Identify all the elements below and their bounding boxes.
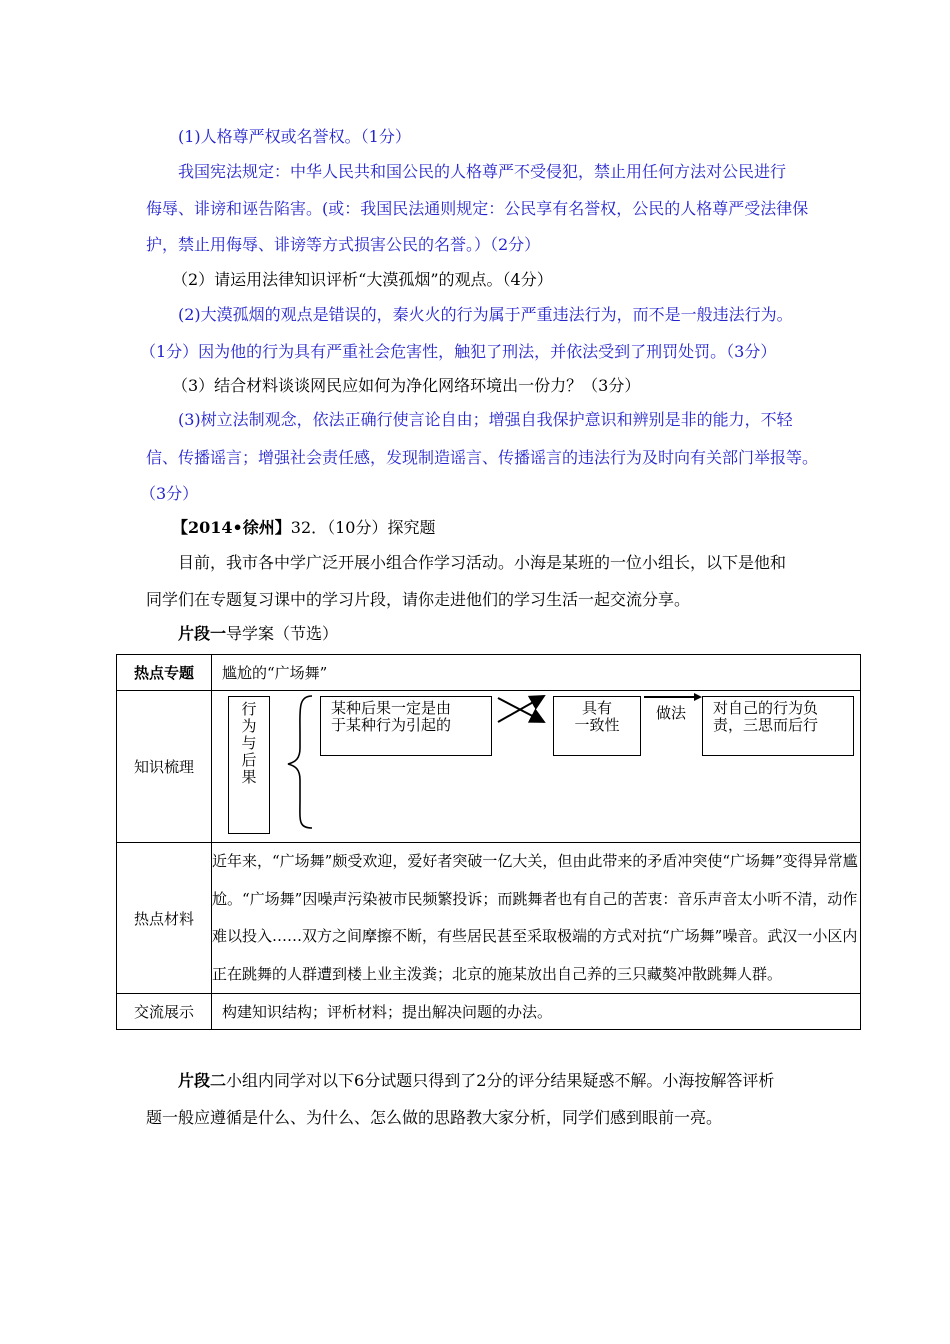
knowledge-diagram-cell bbox=[212, 691, 861, 843]
question-heading bbox=[172, 518, 436, 538]
table-row bbox=[117, 691, 861, 843]
vertical-char: 果 bbox=[241, 767, 257, 786]
fragment-1-title bbox=[178, 624, 338, 644]
vertical-char: 后 bbox=[241, 750, 257, 769]
responsibility-line-1: 对自己的行为负 bbox=[713, 698, 819, 717]
question-2: （2）请运用法律知识评析“大漠孤烟”的观点。（4分） bbox=[172, 270, 553, 289]
answer-1-line-3: 护，禁止用侮辱、诽谤等方式损害公民的名誉。）（2分） bbox=[146, 235, 541, 254]
vertical-char: 行 bbox=[241, 699, 257, 718]
curly-brace-icon bbox=[282, 692, 322, 832]
hot-topic-value: 尴尬的“广场舞” bbox=[212, 655, 861, 691]
consistency-box bbox=[553, 696, 641, 756]
fragment-2-label: 片段二 bbox=[178, 1071, 227, 1090]
knowledge-header: 知识梳理 bbox=[117, 691, 212, 843]
method-label: 做法 bbox=[656, 703, 687, 722]
consistency-line-2: 一致性 bbox=[574, 715, 620, 734]
hot-topic-header: 热点专题 bbox=[117, 655, 212, 691]
hot-material-text: 近年来，“广场舞”颇受欢迎，爱好者突破一亿大关，但由此带来的矛盾冲突使“广场舞”变得异常尴尬。“广场舞”因噪声污染被市民频繁投诉；而跳舞者也有自己的苦衷：音乐声音太小听不清，动作难以投入……双方之间摩擦不断，有些居民甚至采取极端的方式对抗“广场舞”噪音。武汉一小区内正在跳舞的人群遭到楼上业主泼粪；北京的施某放出自己养的三只藏獒冲散跳舞人群。 bbox=[212, 843, 861, 994]
answer-3-line-1: (3)树立法制观念，依法正确行使言论自由；增强自我保护意识和辨别是非的能力，不轻 bbox=[178, 410, 793, 429]
fragment-1-label: 片段一 bbox=[178, 624, 227, 643]
cause-effect-line-2: 于某种行为引起的 bbox=[331, 715, 452, 734]
fragment-1-rest: 导学案（节选） bbox=[226, 624, 339, 643]
table-row bbox=[117, 843, 861, 994]
fragment-2-rest: 小组内同学对以下6分试题只得到了2分的评分结果疑惑不解。小海按解答评析 bbox=[226, 1071, 775, 1090]
question-heading-rest: 32．（10分）探究题 bbox=[290, 518, 436, 537]
intro-line-2: 同学们在专题复习课中的学习片段，请你走进他们的学习生活一起交流分享。 bbox=[146, 590, 691, 609]
intro-line-1: 目前，我市各中学广泛开展小组合作学习活动。小海是某班的一位小组长，以下是他和 bbox=[178, 553, 787, 572]
knowledge-diagram bbox=[212, 692, 860, 842]
responsibility-line-2: 责，三思而后行 bbox=[713, 715, 819, 734]
hot-material-header: 热点材料 bbox=[117, 843, 212, 994]
answer-1-line-2: 侮辱、诽谤和诬告陷害。(或：我国民法通则规定：公民享有名誉权，公民的人格尊严受法律保 bbox=[146, 199, 809, 218]
consistency-line-1: 具有 bbox=[581, 698, 612, 717]
vertical-char: 为 bbox=[241, 716, 257, 735]
answer-1-line-1: 我国宪法规定：中华人民共和国公民的人格尊严不受侵犯，禁止用任何方法对公民进行 bbox=[178, 162, 787, 181]
question-source: 【2014•徐州】 bbox=[172, 518, 291, 537]
answer-3-line-3: （3分） bbox=[140, 484, 199, 503]
question-3: （3）结合材料谈谈网民应如何为净化网络环境出一份力？（3分） bbox=[172, 376, 641, 395]
table-row bbox=[117, 655, 861, 691]
cause-effect-line-1: 某种后果一定是由 bbox=[331, 698, 452, 717]
exchange-header: 交流展示 bbox=[117, 994, 212, 1030]
cause-effect-box bbox=[320, 696, 492, 756]
exchange-value: 构建知识结构；评析材料；提出解决问题的办法。 bbox=[212, 994, 861, 1030]
fragment-2-line-2: 题一般应遵循是什么、为什么、怎么做的思路教大家分析，同学们感到眼前一亮。 bbox=[146, 1108, 723, 1127]
table-row bbox=[117, 994, 861, 1030]
answer-2-line-1: (2)大漠孤烟的观点是错误的，秦火火的行为属于严重违法行为，而不是一般违法行为。 bbox=[178, 305, 793, 324]
vertical-char: 与 bbox=[241, 733, 257, 752]
answer-1-title: (1)人格尊严权或名誉权。（1分） bbox=[178, 127, 411, 146]
study-guide-table bbox=[116, 654, 861, 1030]
answer-3-line-2: 信、传播谣言；增强社会责任感，发现制造谣言、传播谣言的违法行为及时向有关部门举报等。 bbox=[146, 448, 819, 467]
responsibility-box bbox=[702, 696, 854, 756]
fragment-2-line-1 bbox=[178, 1071, 774, 1091]
cross-arrows-icon bbox=[492, 692, 552, 732]
behavior-consequence-box bbox=[228, 696, 270, 834]
answer-2-line-2: （1分）因为他的行为具有严重社会危害性，触犯了刑法，并依法受到了刑罚处罚。（3分） bbox=[140, 342, 777, 361]
